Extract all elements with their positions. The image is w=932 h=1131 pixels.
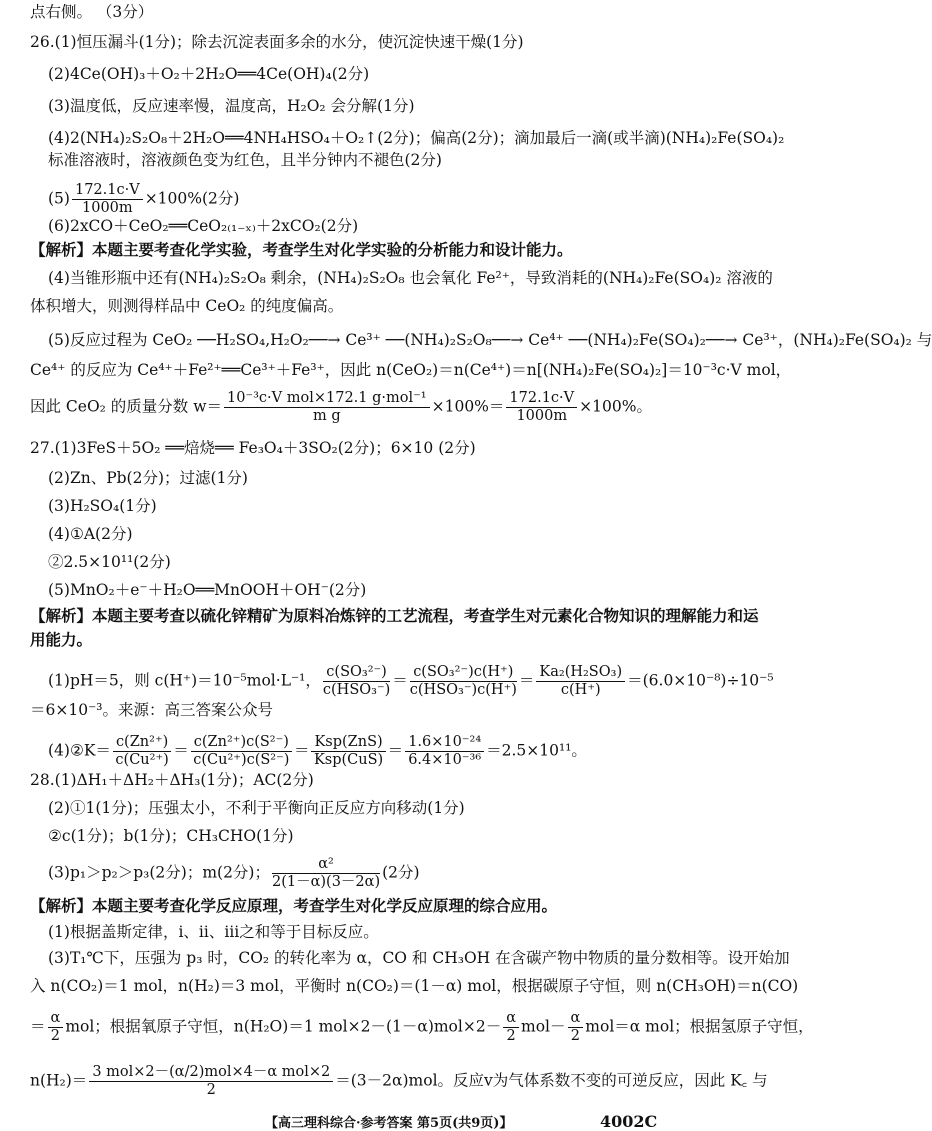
q26-5c-fraction-1 <box>224 390 430 425</box>
q27-4-d2: c(Cu²⁺)c(S²⁻) <box>193 752 290 768</box>
q27-4-suffix: ＝2.5×10¹¹。 <box>486 741 587 760</box>
q26-5-fraction <box>72 182 143 217</box>
q26-line-1: 26.(1)恒压漏斗(1分)；除去沉淀表面多余的水分，使沉淀快速干燥(1分) <box>30 33 524 51</box>
q28-analysis-3b: 入 n(CO₂)＝1 mol，n(H₂)＝3 mol，平衡时 n(CO₂)＝(1－α) mol，根据碳原子守恒，则 n(CH₃OH)＝n(CO) <box>30 977 799 995</box>
q27-analysis-heading-b: 用能力。 <box>30 630 93 649</box>
q26-5c-prefix: 因此 CeO₂ 的质量分数 w＝ <box>30 397 223 416</box>
q27-analysis-4: (4)②K＝ $\frac{\text{c(Zn²⁺)}}{\text{c(Cu²⁺)}}$ ＝ $\frac{\text{c(Zn²⁺)c(S²⁻)}}{\text{c(Cu²⁺)c(S²⁻)}}$ ＝ $\frac{\text{Ksp(ZnS)}}{\text{Ksp(CuS)}}$ ＝ $\frac{\text{1.6×10⁻²⁴}}{\text{6.4×10⁻³⁶}}$ ＝2.5×10¹¹。 <box>48 734 587 768</box>
q26-analysis-4a: (4)当锥形瓶中还有(NH₄)₂S₂O₈ 剩余，(NH₄)₂S₂O₈ 也会氧化 Fe²⁺，导致消耗的(NH₄)₂Fe(SO₄)₂ 溶液的 <box>48 269 773 287</box>
q28-3d-num: 3 mol×2－(α/2)mol×4－α mol×2 <box>89 1064 333 1082</box>
q28-3-suffix: (2分) <box>382 863 420 882</box>
q28-3c-n3: α <box>568 1010 584 1028</box>
q28-line-1: 28.(1)ΔH₁＋ΔH₂＋ΔH₃(1分)；AC(2分) <box>30 771 314 789</box>
q27-4-fraction-4 <box>405 734 484 769</box>
q26-line-5 <box>48 182 774 217</box>
q26-5c-num2: 172.1c·V <box>506 390 577 408</box>
q27-1-prefix: (1)pH＝5，则 c(H⁺)＝10⁻⁵mol·L⁻¹， <box>48 671 321 690</box>
q28-3-fraction <box>272 856 380 891</box>
q28-line-2b: ②c(1分)；b(1分)；CH₃CHO(1分) <box>48 827 294 845</box>
q27-4-n1: c(Zn²⁺) <box>113 734 171 752</box>
q27-1-suffix: ＝(6.0×10⁻⁸)÷10⁻⁵ <box>627 671 774 690</box>
q28-3c-d2: 2 <box>506 1028 516 1044</box>
q28-analysis-3c <box>30 1010 814 1045</box>
q27-1-n2: c(SO₃²⁻)c(H⁺) <box>410 664 517 682</box>
q27-4-d4: 6.4×10⁻³⁶ <box>408 752 482 768</box>
q28-3c-n2: α <box>503 1010 519 1028</box>
q28-3d-fraction <box>89 1064 333 1099</box>
q27-analysis-heading-a: 【解析】本题主要考查以硫化锌精矿为原料冶炼锌的工艺流程，考查学生对元素化合物知识的理解能力和运 <box>30 606 759 625</box>
q26-line-3: (3)温度低，反应速率慢，温度高，H₂O₂ 会分解(1分) <box>48 97 415 115</box>
q26-analysis-5c <box>30 390 774 425</box>
q27-4-n4: 1.6×10⁻²⁴ <box>405 734 484 752</box>
q28-analysis-3a: (3)T₁℃下，压强为 p₃ 时，CO₂ 的转化率为 α，CO 和 CH₃OH 在含碳产物中物质的量分数相等。设开始加 <box>48 949 790 967</box>
q28-3c-d1: 2 <box>50 1028 61 1044</box>
q27-1-fraction-3 <box>536 664 625 699</box>
q28-3d-den: 2 <box>206 1082 216 1098</box>
q28-3d-prefix: n(H₂)＝ <box>30 1071 88 1090</box>
q27-4-n3: Ksp(ZnS) <box>311 734 385 752</box>
q27-analysis-1b: ＝6×10⁻³。来源：高三答案公众号 <box>30 701 273 719</box>
q28-analysis-3d <box>30 1064 774 1099</box>
q27-4-d3: Ksp(CuS) <box>313 752 384 768</box>
q27-analysis-1: (1)pH＝5，则 c(H⁺)＝10⁻⁵mol·L⁻¹， $\frac{\text{c(SO₃²⁻)}}{\text{c(HSO₃⁻)}}$ ＝ $\frac{\text{c(SO₃²⁻)c(H⁺)}}{\text{c(HSO₃⁻)c(H⁺)}}$ ＝ $\frac{\text{Ka₂(H₂SO₃)}}{c(H^+)}$ ＝(6.0×10⁻⁸)÷10⁻⁵ <box>48 664 774 698</box>
q27-line-4b: ②2.5×10¹¹(2分) <box>48 553 171 571</box>
q26-5-suffix: ×100%(2分) <box>144 189 240 208</box>
q27-4-prefix: (4)②K＝ <box>48 741 111 760</box>
q27-1-d1: c(HSO₃⁻) <box>322 682 391 698</box>
q26-5c-mid: ×100%＝ <box>431 397 505 416</box>
q27-4-fraction-1 <box>113 734 171 769</box>
q27-line-1: 27.(1)3FeS＋5O₂ ══焙烧══ Fe₃O₄＋3SO₂(2分)；6×10 (2分) <box>30 439 476 457</box>
q27-1-d2: c(HSO₃⁻)c(H⁺) <box>409 682 517 698</box>
q27-1-d3: c(H⁺) <box>560 682 601 698</box>
q28-3c-fraction-2 <box>503 1010 519 1045</box>
q26-5c-fraction-2 <box>506 390 577 425</box>
q26-analysis-heading: 【解析】本题主要考查化学实验，考查学生对化学实验的分析能力和设计能力。 <box>30 240 573 259</box>
q26-line-4b: 标准溶液时，溶液颜色变为红色，且半分钟内不褪色(2分) <box>48 151 442 169</box>
q27-1-fraction-2 <box>410 664 517 699</box>
q28-3c-prefix: ＝ <box>30 1017 46 1036</box>
q26-5c-den2: 1000m <box>516 408 568 424</box>
q27-4-d1: c(Cu²⁺) <box>115 752 169 768</box>
q27-line-3: (3)H₂SO₄(1分) <box>48 497 157 515</box>
q28-line-3 <box>48 856 774 891</box>
q26-line-2: (2)4Ce(OH)₃＋O₂＋2H₂O══4Ce(OH)₄(2分) <box>48 65 370 83</box>
footer-page-info: 【高三理科综合·参考答案 第5页(共9页)】 <box>265 1116 513 1131</box>
q28-3c-fraction-1 <box>48 1010 64 1045</box>
q28-3-prefix: (3)p₁＞p₂＞p₃(2分)；m(2分)； <box>48 863 270 882</box>
q26-5c-suffix: ×100%。 <box>579 397 652 416</box>
q28-3c-mid1: mol；根据氧原子守恒，n(H₂O)＝1 mol×2－(1－α)mol×2－ <box>65 1017 502 1036</box>
q28-analysis-heading: 【解析】本题主要考查化学反应原理，考查学生对化学反应原理的综合应用。 <box>30 896 558 915</box>
q27-line-2: (2)Zn、Pb(2分)；过滤(1分) <box>48 469 248 487</box>
q26-analysis-5a: (5)反应过程为 CeO₂ ──H₂SO₄,H₂O₂──→ Ce³⁺ ──(NH₄)₂S₂O₈──→ Ce⁴⁺ ──(NH₄)₂Fe(SO₄)₂──→ Ce³⁺，(NH₄)₂Fe(SO₄)₂ 与 <box>48 331 932 349</box>
q26-5-prefix: (5) <box>48 189 70 208</box>
q28-3c-d3: 2 <box>570 1028 581 1044</box>
q28-3c-suffix: mol＝α mol；根据氢原子守恒， <box>585 1017 814 1036</box>
q27-1-n3: Ka₂(H₂SO₃) <box>536 664 625 682</box>
q27-4-fraction-2 <box>191 734 292 769</box>
footer-code: 4002C <box>600 1112 658 1131</box>
q26-5-num: 172.1c·V <box>72 182 143 200</box>
q27-1-n1: c(SO₃²⁻) <box>323 664 390 682</box>
q28-3c-mid2: mol－ <box>521 1017 566 1036</box>
q28-line-2a: (2)①1(1分)；压强太小，不利于平衡向正反应方向移动(1分) <box>48 799 465 817</box>
q28-3c-fraction-3 <box>568 1010 584 1045</box>
q27-4-n2: c(Zn²⁺)c(S²⁻) <box>191 734 292 752</box>
q27-4-fraction-3 <box>311 734 385 769</box>
q26-analysis-5b: Ce⁴⁺ 的反应为 Ce⁴⁺＋Fe²⁺══Ce³⁺＋Fe³⁺，因此 n(CeO₂)＝n(Ce⁴⁺)＝n[(NH₄)₂Fe(SO₄)₂]＝10⁻³c·V mol， <box>30 361 792 379</box>
q28-3-num: α² <box>272 856 380 874</box>
q26-5c-den1: m g <box>312 408 341 424</box>
q26-line-4a: (4)2(NH₄)₂S₂O₈＋2H₂O══4NH₄HSO₄＋O₂↑(2分)；偏高(2分)；滴加最后一滴(或半滴)(NH₄)₂Fe(SO₄)₂ <box>48 129 785 147</box>
q28-analysis-1: (1)根据盖斯定律，ⅰ、ⅱ、ⅲ之和等于目标反应。 <box>48 923 379 941</box>
top-tail-line: 点右侧。 （3分） <box>30 3 154 21</box>
q27-1-fraction-1 <box>323 664 390 699</box>
q26-analysis-4b: 体积增大，则测得样品中 CeO₂ 的纯度偏高。 <box>30 297 344 315</box>
q28-3-den: 2(1－α)(3－2α) <box>271 874 381 890</box>
q26-5c-num1: 10⁻³c·V mol×172.1 g·mol⁻¹ <box>224 390 430 408</box>
q26-5-den: 1000m <box>82 200 133 216</box>
q27-line-5: (5)MnO₂＋e⁻＋H₂O══MnOOH＋OH⁻(2分) <box>48 581 367 599</box>
q27-line-4a: (4)①A(2分) <box>48 525 133 543</box>
q28-3d-suffix: ＝(3－2α)mol。反应ⅴ为气体系数不变的可逆反应，因此 K꜀ 与 <box>335 1071 768 1090</box>
q26-line-6: (6)2xCO＋CeO₂══CeO₂₍₁₋ₓ₎＋2xCO₂(2分) <box>48 217 359 235</box>
q28-3c-n1: α <box>48 1010 64 1028</box>
